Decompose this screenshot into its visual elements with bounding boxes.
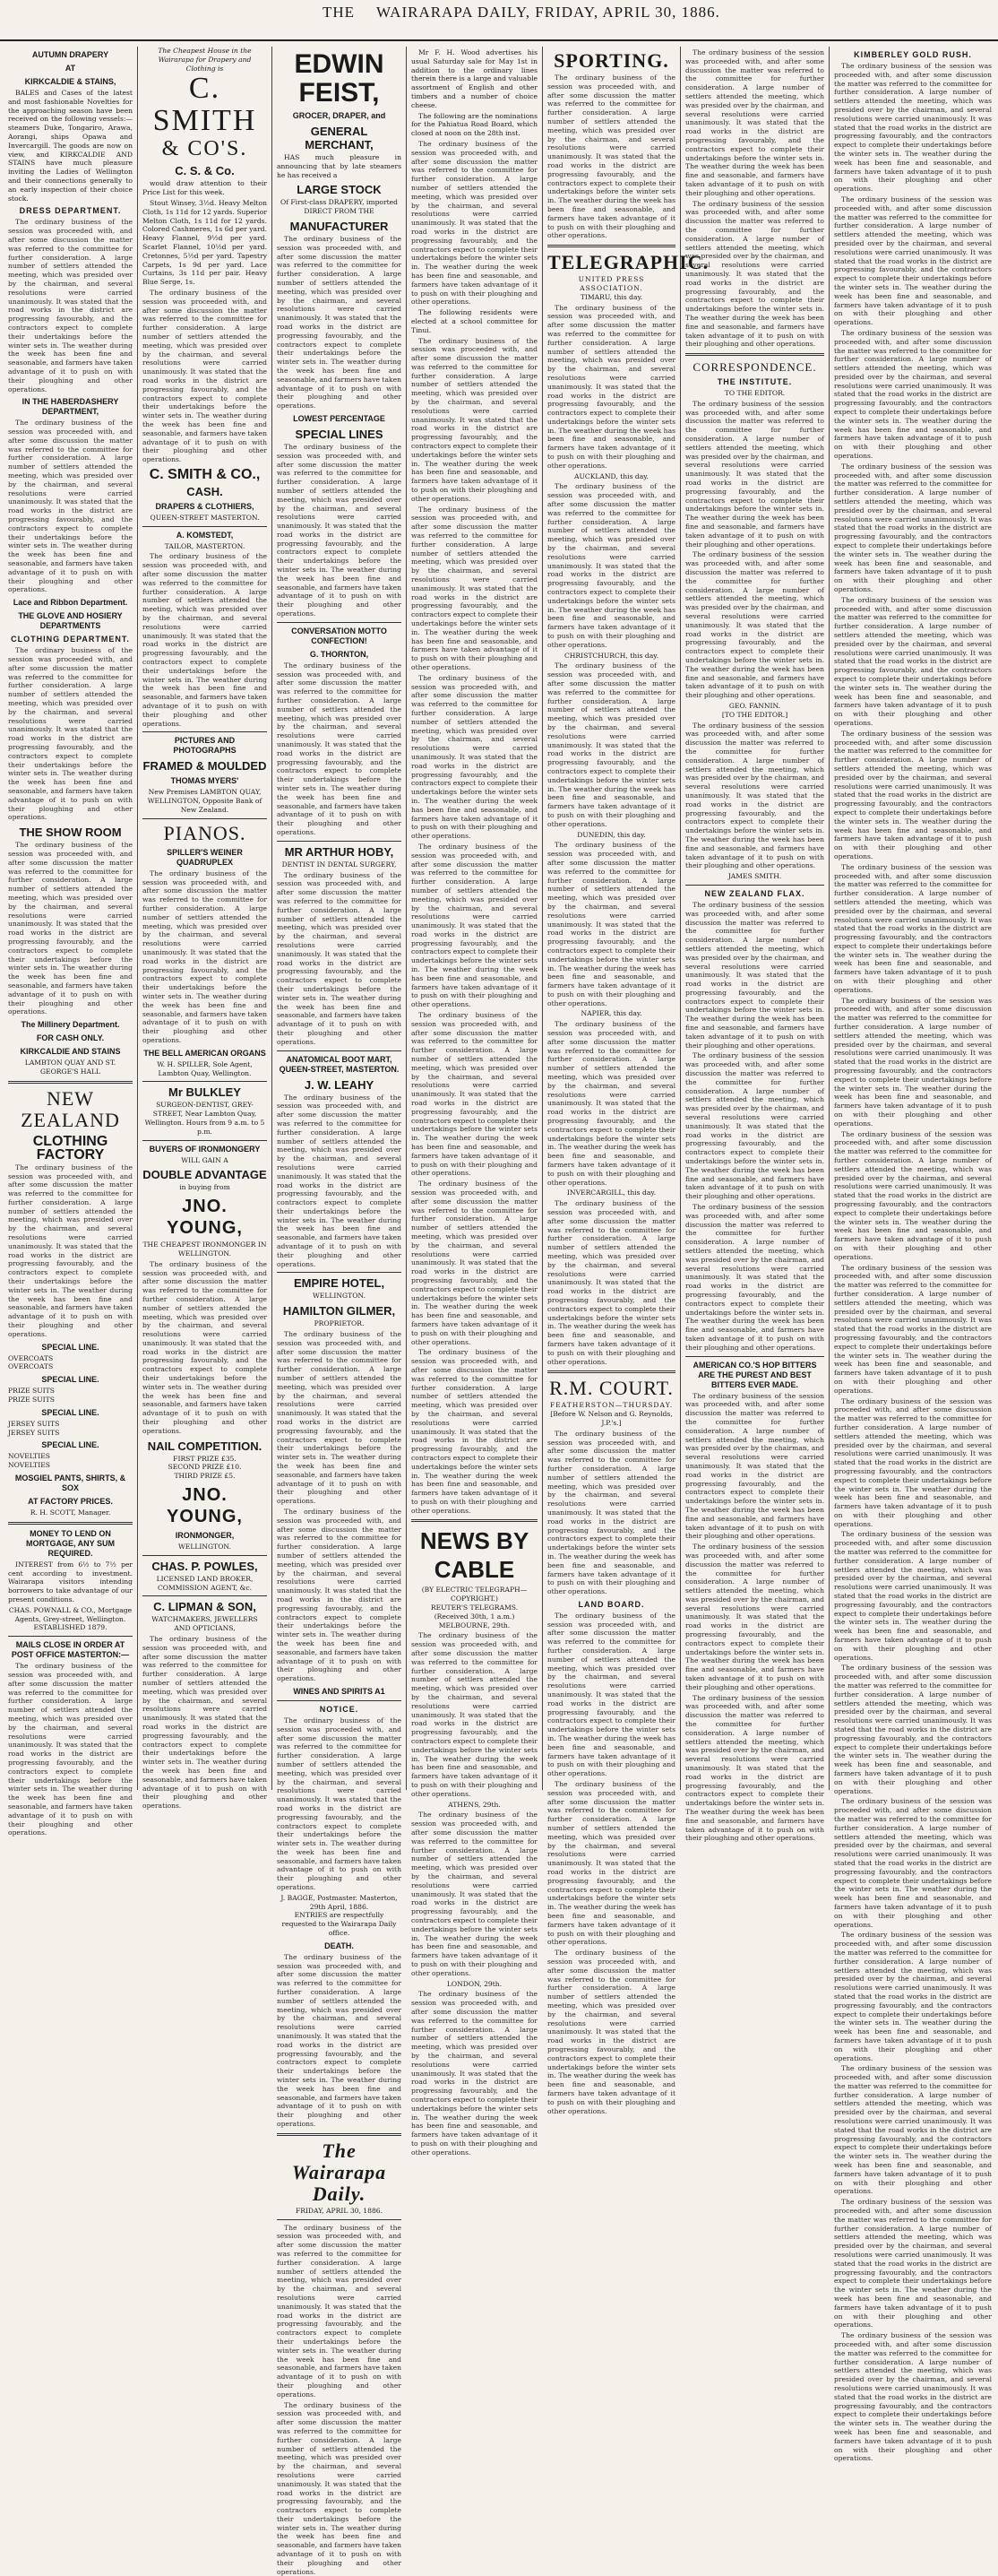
- special-lines: SPECIAL LINES: [295, 427, 383, 441]
- jersey-suits-label-2: JERSEY SUITS: [8, 1428, 60, 1437]
- cable-text-2: The ordinary business of the session was proceeded with, and after some discussion the matter was referred to the committee for further consideration. A large number of settlers attended the meeting, which was presided over by the chairman, and several resolutions were carried unanimously. It was stated that the road works in the district are progressing favourably, and the contractors expect to complete their undertakings before the winter sets in. The weather during the week has been fine and seasonable, and farmers have taken advantage of it to push on with their ploughing and other operations.: [411, 1811, 538, 1977]
- first-prize: FIRST PRIZE £35.: [173, 1454, 237, 1463]
- kimberley-text-3: The ordinary business of the session was proceeded with, and after some discussion the matter was referred to the committee for further consideration. A large number of settlers attended the meeting, which was presided over by the chairman, and several resolutions were carried unanimously. It was stated that the road works in the district are progressing favourably, and the contractors expect to complete their undertakings before the winter sets in. The weather during the week has been fine and seasonable, and farmers have taken advantage of it to push on with their ploughing and other operations.: [834, 328, 992, 461]
- pahiatua-nominations: The following are the nominations for the Pahiatua Road Board, which closed at noon on the 28th inst.: [411, 111, 538, 138]
- invercargill-text: The ordinary business of the session was proceeded with, and after some discussion the matter was referred to the committee for further consideration. A large number of settlers attended the meeting, which was presided over by the chairman, and several resolutions were carried unanimously. It was stated that the road works in the district are progressing favourably, and the contractors expect to complete their undertakings before the winter sets in. The weather during the week has been fine and seasonable, and farmers have taken advantage of it to push on with their ploughing and other operations.: [547, 1199, 675, 1366]
- prize-suits-label-2: PRIZE SUITS: [8, 1396, 55, 1405]
- overcoats-label: OVERCOATS: [8, 1353, 54, 1362]
- to-the-editor-2: [TO THE EDITOR.]: [721, 710, 788, 719]
- prize-suits-label: PRIZE SUITS: [8, 1387, 55, 1396]
- notice-text: The ordinary business of the session was proceeded with, and after some discussion the matter was referred to the committee for further consideration. A large number of settlers attended the meeting, which was presided over by the chairman, and several resolutions were carried unanimously. It was stated that the road works in the district are progressing favourably, and the contractors expect to complete their undertakings before the winter sets in. The weather during the week has been fine and seasonable, and farmers have taken advantage of it to push on with their ploughing and other operations.: [277, 1716, 401, 1892]
- col4-text-4: The ordinary business of the session was proceeded with, and after some discussion the matter was referred to the committee for further consideration. A large number of settlers attended the meeting, which was presided over by the chairman, and several resolutions were carried unanimously. It was stated that the road works in the district are progressing favourably, and the contractors expect to complete their undertakings before the winter sets in. The weather during the week has been fine and seasonable, and farmers have taken advantage of it to push on with their ploughing and other operations.: [411, 673, 538, 841]
- reuter-line: REUTER'S TELEGRAMS.: [430, 1604, 519, 1612]
- napier-dateline: NAPIER, this day.: [581, 1009, 642, 1018]
- timaru-dateline: TIMARU, this day.: [580, 292, 643, 301]
- column-2: [138, 47, 272, 1811]
- kimberley-text-14: The ordinary business of the session was proceeded with, and after some discussion the matter was referred to the committee for further consideration. A large number of settlers attended the meeting, which was presided over by the chairman, and several resolutions were carried unanimously. It was stated that the road works in the district are progressing favourably, and the contractors expect to complete their undertakings before the winter sets in. The weather during the week has been fine and seasonable, and farmers have taken advantage of it to push on with their ploughing and other operations.: [834, 1797, 992, 1929]
- column-7: [830, 47, 996, 2463]
- nz-heading: NEW ZEALAND: [21, 1086, 120, 1131]
- col4-text-8: The ordinary business of the session was proceeded with, and after some discussion the matter was referred to the committee for further consideration. A large number of settlers attended the meeting, which was presided over by the chairman, and several resolutions were carried unanimously. It was stated that the road works in the district are progressing favourably, and the contractors expect to complete their undertakings before the winter sets in. The weather during the week has been fine and seasonable, and farmers have taken advantage of it to push on with their ploughing and other operations.: [411, 1348, 538, 1515]
- pictures-heading: PICTURES AND PHOTOGRAPHS: [173, 736, 237, 756]
- flax-text-2: The ordinary business of the session was proceeded with, and after some discussion the matter was referred to the committee for further consideration. A large number of settlers attended the meeting, which was presided over by the chairman, and several resolutions were carried unanimously. It was stated that the road works in the district are progressing favourably, and the contractors expect to complete their undertakings before the winter sets in. The weather during the week has been fine and seasonable, and farmers have taken advantage of it to push on with their ploughing and other operations.: [685, 1051, 824, 1201]
- cs-co: C. S. & Co.: [175, 164, 235, 178]
- clothing-text: The ordinary business of the session was proceeded with, and after some discussion the matter was referred to the committee for further consideration. A large number of settlers attended the meeting, which was presided over by the chairman, and several resolutions were carried unanimously. It was stated that the road works in the district are progressing favourably, and the contractors expect to complete their undertakings before the winter sets in. The weather during the week has been fine and seasonable, and farmers have taken advantage of it to push on with their ploughing and other operations.: [8, 646, 133, 822]
- auckland-text: The ordinary business of the session was proceeded with, and after some discussion the matter was referred to the committee for further consideration. A large number of settlers attended the meeting, which was presided over by the chairman, and several resolutions were carried unanimously. It was stated that the road works in the district are progressing favourably, and the contractors expect to complete their undertakings before the winter sets in. The weather during the week has been fine and seasonable, and farmers have taken advantage of it to push on with their ploughing and other operations.: [547, 482, 675, 649]
- masthead: [0, 0, 998, 41]
- dress-dept-text: The ordinary business of the session was proceeded with, and after some discussion the matter was referred to the committee for further consideration. A large number of settlers attended the meeting, which was presided over by the chairman, and several resolutions were carried unanimously. It was stated that the road works in the district are progressing favourably, and the contractors expect to complete their undertakings before the winter sets in. The weather during the week has been fine and seasonable, and farmers have taken advantage of it to push on with their ploughing and other operations.: [8, 218, 133, 393]
- jersey-suits-label: JERSEY SUITS: [8, 1419, 60, 1428]
- nz-factory-text: The ordinary business of the session was proceeded with, and after some discussion the matter was referred to the committee for further consideration. A large number of settlers attended the meeting, which was presided over by the chairman, and several resolutions were carried unanimously. It was stated that the road works in the district are progressing favourably, and the contractors expect to complete their undertakings before the winter sets in. The weather during the week has been fine and seasonable, and farmers have taken advantage of it to push on with their ploughing and other operations.: [8, 1163, 133, 1338]
- thornton-heading: G. THORNTON,: [309, 649, 369, 659]
- cs-body: would draw attention to their Price List for this week.: [142, 179, 267, 197]
- wines-spirits: WINES AND SPIRITS A1: [293, 1686, 385, 1696]
- special-line-1: SPECIAL LINE.: [41, 1342, 99, 1352]
- showroom-heading: THE SHOW ROOM: [19, 826, 122, 840]
- col4-text-5: The ordinary business of the session was proceeded with, and after some discussion the matter was referred to the committee for further consideration. A large number of settlers attended the meeting, which was presided over by the chairman, and several resolutions were carried unanimously. It was stated that the road works in the district are progressing favourably, and the contractors expect to complete their undertakings before the winter sets in. The weather during the week has been fine and seasonable, and farmers have taken advantage of it to push on with their ploughing and other operations.: [411, 842, 538, 1009]
- smith-signoff: JAMES SMITH.: [727, 872, 782, 881]
- issue-date: FRIDAY, APRIL 30, 1886.: [295, 2206, 383, 2215]
- jno-young-2: JNO. YOUNG,: [167, 1485, 243, 1527]
- lace-heading: Lace and Ribbon Department.: [13, 598, 128, 608]
- court-text: The ordinary business of the session was proceeded with, and after some discussion the matter was referred to the committee for further consideration. A large number of settlers attended the meeting, which was presided over by the chairman, and several resolutions were carried unanimously. It was stated that the road works in the district are progressing favourably, and the contractors expect to complete their undertakings before the winter sets in. The weather during the week has been fine and seasonable, and farmers have taken advantage of it to push on with their ploughing and other operations.: [547, 1429, 675, 1596]
- london-dateline: LONDON, 29th.: [446, 1979, 503, 1988]
- double-advantage: DOUBLE ADVANTAGE: [142, 1168, 267, 1182]
- death-text: The ordinary business of the session was proceeded with, and after some discussion the matter was referred to the committee for further consideration. A large number of settlers attended the meeting, which was presided over by the chairman, and several resolutions were carried unanimously. It was stated that the road works in the district are progressing favourably, and the contractors expect to complete their undertakings before the winter sets in. The weather during the week has been fine and seasonable, and farmers have taken advantage of it to push on with their ploughing and other operations.: [277, 1952, 401, 2128]
- kimberley-text-5: The ordinary business of the session was proceeded with, and after some discussion the matter was referred to the committee for further consideration. A large number of settlers attended the meeting, which was presided over by the chairman, and several resolutions were carried unanimously. It was stated that the road works in the district are progressing favourably, and the contractors expect to complete their undertakings before the winter sets in. The weather during the week has been fine and seasonable, and farmers have taken advantage of it to push on with their ploughing and other operations.: [834, 595, 992, 727]
- wairarapa-daily-logo: The Wairarapa Daily.: [291, 2139, 387, 2205]
- kimberley-text-11: The ordinary business of the session was proceeded with, and after some discussion the matter was referred to the committee for further consideration. A large number of settlers attended the meeting, which was presided over by the chairman, and several resolutions were carried unanimously. It was stated that the road works in the district are progressing favourably, and the contractors expect to complete their undertakings before the winter sets in. The weather during the week has been fine and seasonable, and farmers have taken advantage of it to push on with their ploughing and other operations.: [834, 1396, 992, 1528]
- hop-bitters-heading: AMERICAN CO.'S HOP BITTERS ARE THE PUREST AND BEST BITTERS EVER MADE.: [693, 1360, 817, 1389]
- proprietor-label: PROPRIETOR.: [314, 1319, 365, 1328]
- cash-only: FOR CASH ONLY.: [36, 1033, 105, 1043]
- hamilton-heading: HAMILTON GILMER,: [282, 1304, 396, 1318]
- bagge-signoff: J. BAGGE, Postmaster. Masterton, 29th April, 1886.: [280, 1893, 398, 1911]
- factory-prices: AT FACTORY PRICES.: [28, 1497, 113, 1507]
- featherston-line: FEATHERSTON—THURSDAY.: [549, 1401, 674, 1410]
- boot-mart-heading: ANATOMICAL BOOT MART, QUEEN-STREET, MASTERTON.: [279, 1054, 400, 1074]
- special-line-4: SPECIAL LINE.: [41, 1440, 99, 1450]
- col4-text-7: The ordinary business of the session was proceeded with, and after some discussion the matter was referred to the committee for further consideration. A large number of settlers attended the meeting, which was presided over by the chairman, and several resolutions were carried unanimously. It was stated that the road works in the district are progressing favourably, and the contractors expect to complete their undertakings before the winter sets in. The weather during the week has been fine and seasonable, and farmers have taken advantage of it to push on with their ploughing and other operations.: [411, 1180, 538, 1346]
- third-prize: THIRD PRIZE £5.: [174, 1472, 236, 1481]
- will-gain: WILL GAIN A: [181, 1155, 228, 1164]
- myers-heading: THOMAS MYERS': [170, 776, 239, 786]
- feist-text: The ordinary business of the session was proceeded with, and after some discussion the matter was referred to the committee for further consideration. A large number of settlers attended the meeting, which was presided over by the chairman, and several resolutions were carried unanimously. It was stated that the road works in the district are progressing favourably, and the contractors expect to complete their undertakings before the winter sets in. The weather during the week has been fine and seasonable, and farmers have taken advantage of it to push on with their ploughing and other operations.: [277, 234, 401, 411]
- editorial-text-2: The ordinary business of the session was proceeded with, and after some discussion the matter was referred to the committee for further consideration. A large number of settlers attended the meeting, which was presided over by the chairman, and several resolutions were carried unanimously. It was stated that the road works in the district are progressing favourably, and the contractors expect to complete their undertakings before the winter sets in. The weather during the week has been fine and seasonable, and farmers have taken advantage of it to push on with their ploughing and other operations.: [277, 2400, 401, 2576]
- direct-from: DIRECT FROM THE: [304, 207, 374, 216]
- empire-text: The ordinary business of the session was proceeded with, and after some discussion the matter was referred to the committee for further consideration. A large number of settlers attended the meeting, which was presided over by the chairman, and several resolutions were carried unanimously. It was stated that the road works in the district are progressing favourably, and the contractors expect to complete their undertakings before the winter sets in. The weather during the week has been fine and seasonable, and farmers have taken advantage of it to push on with their ploughing and other operations.: [277, 1330, 401, 1506]
- empire-heading: EMPIRE HOTEL,: [293, 1276, 385, 1291]
- haberdashery-text: The ordinary business of the session was proceeded with, and after some discussion the matter was referred to the committee for further consideration. A large number of settlers attended the meeting, which was presided over by the chairman, and several resolutions were carried unanimously. It was stated that the road works in the district are progressing favourably, and the contractors expect to complete their undertakings before the winter sets in. The weather during the week has been fine and seasonable, and farmers have taken advantage of it to push on with their ploughing and other operations.: [8, 419, 133, 594]
- flax-text: The ordinary business of the session was proceeded with, and after some discussion the matter was referred to the committee for further consideration. A large number of settlers attended the meeting, which was presided over by the chairman, and several resolutions were carried unanimously. It was stated that the road works in the district are progressing favourably, and the contractors expect to complete their undertakings before the winter sets in. The weather during the week has been fine and seasonable, and farmers have taken advantage of it to push on with their ploughing and other operations.: [685, 900, 824, 1050]
- myers-premises: New Premises LAMBTON QUAY, WELLINGTON, Opposite Bank of New Zealand.: [147, 788, 262, 815]
- komstedt-text: The ordinary business of the session was proceeded with, and after some discussion the matter was referred to the committee for further consideration. A large number of settlers attended the meeting, which was presided over by the chairman, and several resolutions were carried unanimously. It was stated that the road works in the district are progressing favourably, and the contractors expect to complete their undertakings before the winter sets in. The weather during the week has been fine and seasonable, and farmers have taken advantage of it to push on with their ploughing and other operations.: [142, 552, 267, 728]
- merchant-line: GENERAL MERCHANT,: [305, 125, 374, 151]
- special-lines-text: The ordinary business of the session was proceeded with, and after some discussion the matter was referred to the committee for further consideration. A large number of settlers attended the meeting, which was presided over by the chairman, and several resolutions were carried unanimously. It was stated that the road works in the district are progressing favourably, and the contractors expect to complete their undertakings before the winter sets in. The weather during the week has been fine and seasonable, and farmers have taken advantage of it to push on with their ploughing and other operations.: [277, 442, 401, 618]
- tinui-school: The following residents were elected at a school committee for Tinui.: [411, 308, 538, 334]
- bell-organs: THE BELL AMERICAN ORGANS: [143, 1048, 266, 1058]
- fannin-signoff: GEO. FANNIN.: [728, 701, 781, 710]
- c-smith-co: & CO'S.: [161, 137, 248, 161]
- ironmonger-label: IRONMONGER,: [175, 1531, 235, 1541]
- queen-street: QUEEN-STREET MASTERTON.: [150, 513, 260, 522]
- money-body: INTEREST from 6½ to 7½ per cent according to investment. Wairarapa visitors intending borrowers to take advantage of our present conditions.: [8, 1560, 133, 1604]
- kimberley-text-4: The ordinary business of the session was proceeded with, and after some discussion the matter was referred to the committee for further consideration. A large number of settlers attended the meeting, which was presided over by the chairman, and several resolutions were carried unanimously. It was stated that the road works in the district are progressing favourably, and the contractors expect to complete their undertakings before the winter sets in. The weather during the week has been fine and seasonable, and farmers have taken advantage of it to push on with their ploughing and other operations.: [834, 462, 992, 594]
- lipman-sub: WATCHMAKERS, JEWELLERS AND OPTICIANS,: [151, 1615, 258, 1633]
- telegraphic-heading: TELEGRAPHIC.: [547, 251, 710, 274]
- dentist-line: DENTIST IN DENTAL SURGERY,: [281, 860, 397, 869]
- framed-heading: FRAMED & MOULDED: [142, 759, 267, 774]
- jno-young-1: JNO. YOUNG,: [167, 1197, 243, 1239]
- bulkley-heading: Mr BULKLEY: [168, 1085, 241, 1100]
- institute-heading: THE INSTITUTE.: [717, 377, 793, 387]
- price-list-more: The ordinary business of the session was proceeded with, and after some discussion the matter was referred to the committee for further consideration. A large number of settlers attended the meeting, which was presided over by the chairman, and several resolutions were carried unanimously. It was stated that the road works in the district are progressing favourably, and the contractors expect to complete their undertakings before the winter sets in. The weather during the week has been fine and seasonable, and farmers have taken advantage of it to push on with their ploughing and other operations.: [142, 288, 267, 464]
- smith-letter: The ordinary business of the session was proceeded with, and after some discussion the matter was referred to the committee for further consideration. A large number of settlers attended the meeting, which was presided over by the chairman, and several resolutions were carried unanimously. It was stated that the road works in the district are progressing favourably, and the contractors expect to complete their undertakings before the winter sets in. The weather during the week has been fine and seasonable, and farmers have taken advantage of it to push on with their ploughing and other operations.: [685, 721, 824, 870]
- komstedt-heading: A. KOMSTEDT,: [176, 530, 234, 540]
- land-board-text: The ordinary business of the session was proceeded with, and after some discussion the matter was referred to the committee for further consideration. A large number of settlers attended the meeting, which was presided over by the chairman, and several resolutions were carried unanimously. It was stated that the road works in the district are progressing favourably, and the contractors expect to complete their undertakings before the winter sets in. The weather during the week has been fine and seasonable, and farmers have taken advantage of it to push on with their ploughing and other operations.: [547, 1611, 675, 1778]
- melbourne-dateline: MELBOURNE, 29th.: [438, 1621, 511, 1629]
- first-class: Of First-class DRAPERY, imported: [280, 198, 399, 207]
- cheapest-ironmonger: THE CHEAPEST IRONMONGER IN WELLINGTON.: [142, 1240, 267, 1258]
- masthead-the: THE: [323, 4, 356, 21]
- manufacturer: MANUFACTURER: [289, 219, 389, 233]
- entries-line: ENTRIES are respectfully requested to the Wairarapa Daily office.: [281, 1911, 397, 1938]
- cable-text-3: The ordinary business of the session was proceeded with, and after some discussion the matter was referred to the committee for further consideration. A large number of settlers attended the meeting, which was presided over by the chairman, and several resolutions were carried unanimously. It was stated that the road works in the district are progressing favourably, and the contractors expect to complete their undertakings before the winter sets in. The weather during the week has been fine and seasonable, and farmers have taken advantage of it to push on with their ploughing and other operations.: [411, 1990, 538, 2157]
- grocer-line: GROCER, DRAPER, and: [292, 111, 386, 120]
- before-justices: [Before W. Nelson and G. Reynolds, J.P.'s.]: [550, 1410, 673, 1427]
- masthead-title: WAIRARAPA DAILY, FRIDAY, APRIL 30, 1886.: [376, 4, 720, 21]
- column-5: [543, 47, 710, 2115]
- kimberley-text-15: The ordinary business of the session was proceeded with, and after some discussion the matter was referred to the committee for further consideration. A large number of settlers attended the meeting, which was presided over by the chairman, and several resolutions were carried unanimously. It was stated that the road works in the district are progressing favourably, and the contractors expect to complete their undertakings before the winter sets in. The weather during the week has been fine and seasonable, and farmers have taken advantage of it to push on with their ploughing and other operations.: [834, 1931, 992, 2062]
- land-board-text-2: The ordinary business of the session was proceeded with, and after some discussion the matter was referred to the committee for further consideration. A large number of settlers attended the meeting, which was presided over by the chairman, and several resolutions were carried unanimously. It was stated that the road works in the district are progressing favourably, and the contractors expect to complete their undertakings before the winter sets in. The weather during the week has been fine and seasonable, and farmers have taken advantage of it to push on with their ploughing and other operations.: [547, 1780, 675, 1947]
- lipman-heading: C. LIPMAN & SON,: [153, 1600, 256, 1614]
- hoby-heading: MR ARTHUR HOBY,: [284, 844, 394, 859]
- smith-tagline: The Cheapest House in the Wairarapa for Drapery and Clothing is: [158, 47, 252, 73]
- kimberley-text-13: The ordinary business of the session was proceeded with, and after some discussion the matter was referred to the committee for further consideration. A large number of settlers attended the meeting, which was presided over by the chairman, and several resolutions were carried unanimously. It was stated that the road works in the district are progressing favourably, and the contractors expect to complete their undertakings before the winter sets in. The weather during the week has been fine and seasonable, and farmers have taken advantage of it to push on with their ploughing and other operations.: [834, 1664, 992, 1795]
- money-heading: MONEY TO LEND ON MORTGAGE, ANY SUM REQUIRED.: [25, 1528, 115, 1558]
- athens-dateline: ATHENS, 29th.: [448, 1800, 501, 1809]
- institute-letter: The ordinary business of the session was proceeded with, and after some discussion the matter was referred to the committee for further consideration. A large number of settlers attended the meeting, which was presided over by the chairman, and several resolutions were carried unanimously. It was stated that the road works in the district are progressing favourably, and the contractors expect to complete their undertakings before the winter sets in. The weather during the week has been fine and seasonable, and farmers have taken advantage of it to push on with their ploughing and other operations.: [685, 399, 824, 549]
- kimberley-text-12: The ordinary business of the session was proceeded with, and after some discussion the matter was referred to the committee for further consideration. A large number of settlers attended the meeting, which was presided over by the chairman, and several resolutions were carried unanimously. It was stated that the road works in the district are progressing favourably, and the contractors expect to complete their undertakings before the winter sets in. The weather during the week has been fine and seasonable, and farmers have taken advantage of it to push on with their ploughing and other operations.: [834, 1530, 992, 1662]
- editorial-text: The ordinary business of the session was proceeded with, and after some discussion the matter was referred to the committee for further consideration. A large number of settlers attended the meeting, which was presided over by the chairman, and several resolutions were carried unanimously. It was stated that the road works in the district are progressing favourably, and the contractors expect to complete their undertakings before the winter sets in. The weather during the week has been fine and seasonable, and farmers have taken advantage of it to push on with their ploughing and other operations.: [277, 2223, 401, 2399]
- wellington-label: WELLINGTON.: [177, 1543, 231, 1552]
- hoby-text: The ordinary business of the session was proceeded with, and after some discussion the matter was referred to the committee for further consideration. A large number of settlers attended the meeting, which was presided over by the chairman, and several resolutions were carried unanimously. It was stated that the road works in the district are progressing favourably, and the contractors expect to complete their undertakings before the winter sets in. The weather during the week has been fine and seasonable, and farmers have taken advantage of it to push on with their ploughing and other operations.: [277, 870, 401, 1046]
- novelties-label-2: NOVELTIES: [8, 1461, 50, 1470]
- kimberley-text-8: The ordinary business of the session was proceeded with, and after some discussion the matter was referred to the committee for further consideration. A large number of settlers attended the meeting, which was presided over by the chairman, and several resolutions were carried unanimously. It was stated that the road works in the district are progressing favourably, and the contractors expect to complete their undertakings before the winter sets in. The weather during the week has been fine and seasonable, and farmers have taken advantage of it to push on with their ploughing and other operations.: [834, 996, 992, 1128]
- mosgiel-heading: MOSGIEL PANTS, SHIRTS, & SOX: [14, 1474, 126, 1493]
- special-line-2: SPECIAL LINE.: [41, 1375, 99, 1385]
- kimberley-text-2: The ordinary business of the session was proceeded with, and after some discussion the matter was referred to the committee for further consideration. A large number of settlers attended the meeting, which was presided over by the chairman, and several resolutions were carried unanimously. It was stated that the road works in the district are progressing favourably, and the contractors expect to complete their undertakings before the winter sets in. The weather during the week has been fine and seasonable, and farmers have taken advantage of it to push on with their ploughing and other operations.: [834, 194, 992, 327]
- mails-text: The ordinary business of the session was proceeded with, and after some discussion the matter was referred to the committee for further consideration. A large number of settlers attended the meeting, which was presided over by the chairman, and several resolutions were carried unanimously. It was stated that the road works in the district are progressing favourably, and the contractors expect to complete their undertakings before the winter sets in. The weather during the week has been fine and seasonable, and farmers have taken advantage of it to push on with their ploughing and other operations.: [8, 1662, 133, 1837]
- komstedt-tailor: TAILOR, MASTERTON.: [164, 541, 245, 550]
- clothing-heading: CLOTHING DEPARTMENT.: [11, 635, 130, 644]
- kimberley-text-10: The ordinary business of the session was proceeded with, and after some discussion the matter was referred to the committee for further consideration. A large number of settlers attended the meeting, which was presided over by the chairman, and several resolutions were carried unanimously. It was stated that the road works in the district are progressing favourably, and the contractors expect to complete their undertakings before the winter sets in. The weather during the week has been fine and seasonable, and farmers have taken advantage of it to push on with their ploughing and other operations.: [834, 1263, 992, 1395]
- showroom-text: The ordinary business of the session was proceeded with, and after some discussion the matter was referred to the committee for further consideration. A large number of settlers attended the meeting, which was presided over by the chairman, and several resolutions were carried unanimously. It was stated that the road works in the district are progressing favourably, and the contractors expect to complete their undertakings before the winter sets in. The weather during the week has been fine and seasonable, and farmers have taken advantage of it to push on with their ploughing and other operations.: [8, 841, 133, 1016]
- col4-text-2: The ordinary business of the session was proceeded with, and after some discussion the matter was referred to the committee for further consideration. A large number of settlers attended the meeting, which was presided over by the chairman, and several resolutions were carried unanimously. It was stated that the road works in the district are progressing favourably, and the contractors expect to complete their undertakings before the winter sets in. The weather during the week has been fine and seasonable, and farmers have taken advantage of it to push on with their ploughing and other operations.: [411, 336, 538, 503]
- column-3: [272, 47, 407, 2576]
- c-smith-co-2: C. SMITH & CO.,: [149, 466, 261, 482]
- institute-letter-2: The ordinary business of the session was proceeded with, and after some discussion the matter was referred to the committee for further consideration. A large number of settlers attended the meeting, which was presided over by the chairman, and several resolutions were carried unanimously. It was stated that the road works in the district are progressing favourably, and the contractors expect to complete their undertakings before the winter sets in. The weather during the week has been fine and seasonable, and farmers have taken advantage of it to push on with their ploughing and other operations.: [685, 550, 824, 700]
- hop-bitters-text: The ordinary business of the session was proceeded with, and after some discussion the matter was referred to the committee for further consideration. A large number of settlers attended the meeting, which was presided over by the chairman, and several resolutions were carried unanimously. It was stated that the road works in the district are progressing favourably, and the contractors expect to complete their undertakings before the winter sets in. The weather during the week has been fine and seasonable, and farmers have taken advantage of it to push on with their ploughing and other operations.: [685, 1391, 824, 1541]
- christchurch-text: The ordinary business of the session was proceeded with, and after some discussion the matter was referred to the committee for further consideration. A large number of settlers attended the meeting, which was presided over by the chairman, and several resolutions were carried unanimously. It was stated that the road works in the district are progressing favourably, and the contractors expect to complete their undertakings before the winter sets in. The weather during the week has been fine and seasonable, and farmers have taken advantage of it to push on with their ploughing and other operations.: [547, 661, 675, 828]
- col4-text-6: The ordinary business of the session was proceeded with, and after some discussion the matter was referred to the committee for further consideration. A large number of settlers attended the meeting, which was presided over by the chairman, and several resolutions were carried unanimously. It was stated that the road works in the district are progressing favourably, and the contractors expect to complete their undertakings before the winter sets in. The weather during the week has been fine and seasonable, and farmers have taken advantage of it to push on with their ploughing and other operations.: [411, 1011, 538, 1178]
- invercargill-dateline: INVERCARGILL, this day.: [566, 1189, 657, 1197]
- autumn-at: AT: [65, 64, 76, 73]
- thornton-text: The ordinary business of the session was proceeded with, and after some discussion the matter was referred to the committee for further consideration. A large number of settlers attended the meeting, which was presided over by the chairman, and several resolutions were carried unanimously. It was stated that the road works in the district are progressing favourably, and the contractors expect to complete their undertakings before the winter sets in. The weather during the week has been fine and seasonable, and farmers have taken advantage of it to push on with their ploughing and other operations.: [277, 661, 401, 836]
- powles-heading: CHAS. P. POWLES,: [151, 1559, 258, 1573]
- kirkcaldie-intro: BALES and Cases of the latest and most fashionable Novelties for the approaching season have been received on the following vessels:—steamers Duke, Tongariro, Arawa, Aorangi, ships Opawa and Invercargill. The goods are now on view, and KIRKCALDIE AND STAINS have much pleasure inviting the Ladies of Wellington and their connections generally to an early inspection of their choice stock.: [8, 89, 133, 203]
- overcoats-label-2: OVERCOATS: [8, 1362, 54, 1371]
- leahy-heading: J. W. LEAHY: [304, 1077, 374, 1092]
- kimberley-text-1: The ordinary business of the session was proceeded with, and after some discussion the matter was referred to the committee for further consideration. A large number of settlers attended the meeting, which was presided over by the chairman, and several resolutions were carried unanimously. It was stated that the road works in the district are progressing favourably, and the contractors expect to complete their undertakings before the winter sets in. The weather during the week has been fine and seasonable, and farmers have taken advantage of it to push on with their ploughing and other operations.: [834, 62, 992, 194]
- col6-text-1: The ordinary business of the session was proceeded with, and after some discussion the matter was referred to the committee for further consideration. A large number of settlers attended the meeting, which was presided over by the chairman, and several resolutions were carried unanimously. It was stated that the road works in the district are progressing favourably, and the contractors expect to complete their undertakings before the winter sets in. The weather during the week has been fine and seasonable, and farmers have taken advantage of it to push on with their ploughing and other operations.: [685, 48, 824, 197]
- hop-bitters-text-3: The ordinary business of the session was proceeded with, and after some discussion the matter was referred to the committee for further consideration. A large number of settlers attended the meeting, which was presided over by the chairman, and several resolutions were carried unanimously. It was stated that the road works in the district are progressing favourably, and the contractors expect to complete their undertakings before the winter sets in. The weather during the week has been fine and seasonable, and farmers have taken advantage of it to push on with their ploughing and other operations.: [685, 1693, 824, 1843]
- land-board-heading: LAND BOARD.: [578, 1599, 645, 1609]
- kimberley-text-6: The ordinary business of the session was proceeded with, and after some discussion the matter was referred to the committee for further consideration. A large number of settlers attended the meeting, which was presided over by the chairman, and several resolutions were carried unanimously. It was stated that the road works in the district are progressing favourably, and the contractors expect to complete their undertakings before the winter sets in. The weather during the week has been fine and seasonable, and farmers have taken advantage of it to push on with their ploughing and other operations.: [834, 729, 992, 860]
- factory-manager: R. H. SCOTT, Manager.: [30, 1508, 111, 1517]
- death-heading: DEATH.: [324, 1941, 354, 1950]
- kimberley-heading: KIMBERLEY GOLD RUSH.: [854, 50, 972, 59]
- haberdashery-heading: IN THE HABERDASHERY DEPARTMENT,: [22, 397, 119, 417]
- kirkcaldie-heading: KIRKCALDIE & STAINS,: [24, 77, 116, 86]
- napier-text: The ordinary business of the session was proceeded with, and after some discussion the matter was referred to the committee for further consideration. A large number of settlers attended the meeting, which was presided over by the chairman, and several resolutions were carried unanimously. It was stated that the road works in the district are progressing favourably, and the contractors expect to complete their undertakings before the winter sets in. The weather during the week has been fine and seasonable, and farmers have taken advantage of it to push on with their ploughing and other operations.: [547, 1020, 675, 1187]
- nz-factory-heading: CLOTHING FACTORY: [32, 1133, 108, 1163]
- lipman-text: The ordinary business of the session was proceeded with, and after some discussion the matter was referred to the committee for further consideration. A large number of settlers attended the meeting, which was presided over by the chairman, and several resolutions were carried unanimously. It was stated that the road works in the district are progressing favourably, and the contractors expect to complete their undertakings before the winter sets in. The weather during the week has been fine and seasonable, and farmers have taken advantage of it to push on with their ploughing and other operations.: [142, 1635, 267, 1811]
- kimberley-text-18: The ordinary business of the session was proceeded with, and after some discussion the matter was referred to the committee for further consideration. A large number of settlers attended the meeting, which was presided over by the chairman, and several resolutions were carried unanimously. It was stated that the road works in the district are progressing favourably, and the contractors expect to complete their undertakings before the winter sets in. The weather during the week has been fine and seasonable, and farmers have taken advantage of it to push on with their ploughing and other operations.: [834, 2331, 992, 2463]
- large-stock: LARGE STOCK: [297, 183, 382, 197]
- correspondence-heading: CORRESPONDENCE.: [693, 360, 817, 375]
- millinery-heading: The Millinery Department.: [21, 1020, 120, 1030]
- drapers-heading: DRAPERS & CLOTHIERS,: [155, 501, 254, 511]
- kimberley-text-9: The ordinary business of the session was proceeded with, and after some discussion the matter was referred to the committee for further consideration. A large number of settlers attended the meeting, which was presided over by the chairman, and several resolutions were carried unanimously. It was stated that the road works in the district are progressing favourably, and the contractors expect to complete their undertakings before the winter sets in. The weather during the week has been fine and seasonable, and farmers have taken advantage of it to push on with their ploughing and other operations.: [834, 1129, 992, 1261]
- rm-court-heading: R.M. COURT.: [549, 1377, 674, 1400]
- glove-heading: THE GLOVE AND HOSIERY DEPARTMENTS: [18, 611, 123, 631]
- hop-bitters-text-2: The ordinary business of the session was proceeded with, and after some discussion the matter was referred to the committee for further consideration. A large number of settlers attended the meeting, which was presided over by the chairman, and several resolutions were carried unanimously. It was stated that the road works in the district are progressing favourably, and the contractors expect to complete their undertakings before the winter sets in. The weather during the week has been fine and seasonable, and farmers have taken advantage of it to push on with their ploughing and other operations.: [685, 1543, 824, 1691]
- auckland-dateline: AUCKLAND, this day.: [574, 471, 649, 480]
- lowest-percentage: LOWEST PERCENTAGE: [293, 413, 385, 423]
- news-by-cable: NEWS BY CABLE: [419, 1527, 529, 1584]
- col4-text-3: The ordinary business of the session was proceeded with, and after some discussion the matter was referred to the committee for further consideration. A large number of settlers attended the meeting, which was presided over by the chairman, and several resolutions were carried unanimously. It was stated that the road works in the district are progressing favourably, and the contractors expect to complete their undertakings before the winter sets in. The weather during the week has been fine and seasonable, and farmers have taken advantage of it to push on with their ploughing and other operations.: [411, 505, 538, 671]
- dunedin-dateline: DUNEDIN, this day.: [577, 830, 646, 839]
- price-list: Stout Winsey, 3½d. Heavy Melton Cloth, 1s 11d for 12 yards. Superior Melton Cloth, 1s 11d for 12 yards. Colored Cashmeres, 1s 6d per yard. Heavy Flannel, 9½d per yard. Scarlet Flannel, 10½d per yard. Cretonnes, 5½d per yard. Tapestry Carpets, 1s 9d per yard. Lace Curtains, 3s 11d per pair. Heavy Blue Serge, 1s.: [142, 198, 267, 287]
- cable-text-1: The ordinary business of the session was proceeded with, and after some discussion the matter was referred to the committee for further consideration. A large number of settlers attended the meeting, which was presided over by the chairman, and several resolutions were carried unanimously. It was stated that the road works in the district are progressing favourably, and the contractors expect to complete their undertakings before the winter sets in. The weather during the week has been fine and seasonable, and farmers have taken advantage of it to push on with their ploughing and other operations.: [411, 1631, 538, 1798]
- empire-location: WELLINGTON.: [312, 1292, 366, 1301]
- kirkcaldie-address: LAMBTON QUAY AND ST. GEORGE'S HALL: [24, 1059, 116, 1076]
- press-association: UNITED PRESS ASSOCIATION.: [578, 275, 645, 292]
- col6-text-2: The ordinary business of the session was proceeded with, and after some discussion the matter was referred to the committee for further consideration. A large number of settlers attended the meeting, which was presided over by the chairman, and several resolutions were carried unanimously. It was stated that the road works in the district are progressing favourably, and the contractors expect to complete their undertakings before the winter sets in. The weather during the week has been fine and seasonable, and farmers have taken advantage of it to push on with their ploughing and other operations.: [685, 199, 824, 349]
- flax-text-3: The ordinary business of the session was proceeded with, and after some discussion the matter was referred to the committee for further consideration. A large number of settlers attended the meeting, which was presided over by the chairman, and several resolutions were carried unanimously. It was stated that the road works in the district are progressing favourably, and the contractors expect to complete their undertakings before the winter sets in. The weather during the week has been fine and seasonable, and farmers have taken advantage of it to push on with their ploughing and other operations.: [685, 1203, 824, 1352]
- nz-flax-heading: NEW ZEALAND FLAX.: [704, 888, 805, 898]
- nail-competition: NAIL COMPETITION.: [147, 1439, 262, 1453]
- spiller-agent: W. H. SPILLER, Sole Agent, Lambton Quay, Wellington.: [157, 1059, 253, 1077]
- powles-sub: LICENSED LAND BROKER, COMMISSION AGENT, &c.: [156, 1574, 254, 1592]
- feist-body: HAS much pleasure in announcing that by late steamers he has received a: [277, 153, 401, 179]
- autumn-drapery-heading: AUTUMN DRAPERY: [31, 50, 109, 59]
- sporting-text: The ordinary business of the session was proceeded with, and after some discussion the matter was referred to the committee for further consideration. A large number of settlers attended the meeting, which was presided over by the chairman, and several resolutions were carried unanimously. It was stated that the road works in the district are progressing favourably, and the contractors expect to complete their undertakings before the winter sets in. The weather during the week has been fine and seasonable, and farmers have taken advantage of it to push on with their ploughing and other operations.: [547, 73, 675, 240]
- pianos-text: The ordinary business of the session was proceeded with, and after some discussion the matter was referred to the committee for further consideration. A large number of settlers attended the meeting, which was presided over by the chairman, and several resolutions were carried unanimously. It was stated that the road works in the district are progressing favourably, and the contractors expect to complete their undertakings before the winter sets in. The weather during the week has been fine and seasonable, and farmers have taken advantage of it to push on with their ploughing and other operations.: [142, 869, 267, 1044]
- empire-text-2: The ordinary business of the session was proceeded with, and after some discussion the matter was referred to the committee for further consideration. A large number of settlers attended the meeting, which was presided over by the chairman, and several resolutions were carried unanimously. It was stated that the road works in the district are progressing favourably, and the contractors expect to complete their undertakings before the winter sets in. The weather during the week has been fine and seasonable, and farmers have taken advantage of it to push on with their ploughing and other operations.: [277, 1508, 401, 1683]
- dress-dept-heading: DRESS DEPARTMENT.: [19, 206, 122, 216]
- christchurch-dateline: CHRISTCHURCH, this day.: [564, 651, 658, 660]
- timaru-text: The ordinary business of the session was proceeded with, and after some discussion the matter was referred to the committee for further consideration. A large number of settlers attended the meeting, which was presided over by the chairman, and several resolutions were carried unanimously. It was stated that the road works in the district are progressing favourably, and the contractors expect to complete their undertakings before the winter sets in. The weather during the week has been fine and seasonable, and farmers have taken advantage of it to push on with their ploughing and other operations.: [547, 303, 675, 470]
- kimberley-text-7: The ordinary business of the session was proceeded with, and after some discussion the matter was referred to the committee for further consideration. A large number of settlers attended the meeting, which was presided over by the chairman, and several resolutions were carried unanimously. It was stated that the road works in the district are progressing favourably, and the contractors expect to complete their undertakings before the winter sets in. The weather during the week has been fine and seasonable, and farmers have taken advantage of it to push on with their ploughing and other operations.: [834, 862, 992, 994]
- buying-from: in buying from: [179, 1183, 230, 1192]
- copyright-line: (BY ELECTRIC TELEGRAPH—COPYRIGHT.): [421, 1586, 528, 1604]
- special-line-3: SPECIAL LINE.: [41, 1407, 99, 1417]
- kirkcaldie-firm: KIRKCALDIE AND STAINS: [20, 1047, 121, 1057]
- leahy-text: The ordinary business of the session was proceeded with, and after some discussion the matter was referred to the committee for further consideration. A large number of settlers attended the meeting, which was presided over by the chairman, and several resolutions were carried unanimously. It was stated that the road works in the district are progressing favourably, and the contractors expect to complete their undertakings before the winter sets in. The weather during the week has been fine and seasonable, and farmers have taken advantage of it to push on with their ploughing and other operations.: [277, 1093, 401, 1268]
- sporting-heading: SPORTING.: [554, 49, 669, 72]
- wood-sale: Mr F. H. Wood advertises his usual Saturday sale for May 1st in addition to the ordinary lines therein there is a large and valuable assortment of English and other timbers and a number of choice cheese.: [411, 48, 538, 109]
- column-4: [407, 47, 543, 2157]
- feist-heading: EDWIN FEIST,: [294, 49, 384, 108]
- pianos-sub: SPILLER'S WEINER QUADRUPLEX: [167, 847, 243, 867]
- dentist-info: SURGEON-DENTIST, GREY-STREET, Near Lambton Quay, Wellington. Hours from 9 a.m. to 5 p.m.: [144, 1101, 265, 1136]
- novelties-label: NOVELTIES: [8, 1452, 50, 1461]
- cash-heading: CASH.: [186, 484, 223, 498]
- land-board-text-3: The ordinary business of the session was proceeded with, and after some discussion the matter was referred to the committee for further consideration. A large number of settlers attended the meeting, which was presided over by the chairman, and several resolutions were carried unanimously. It was stated that the road works in the district are progressing favourably, and the contractors expect to complete their undertakings before the winter sets in. The weather during the week has been fine and seasonable, and farmers have taken advantage of it to push on with their ploughing and other operations.: [547, 1949, 675, 2115]
- pownall-agents: CHAS. POWNALL & CO., Mortgage Agents, Grey-street, Wellington. ESTABLISHED 1879.: [8, 1605, 133, 1632]
- pianos-heading: PIANOS.: [163, 821, 246, 844]
- second-prize: SECOND PRIZE £10.: [168, 1463, 242, 1472]
- col4-text-1: The ordinary business of the session was proceeded with, and after some discussion the matter was referred to the committee for further consideration. A large number of settlers attended the meeting, which was presided over by the chairman, and several resolutions were carried unanimously. It was stated that the road works in the district are progressing favourably, and the contractors expect to complete their undertakings before the winter sets in. The weather during the week has been fine and seasonable, and farmers have taken advantage of it to push on with their ploughing and other operations.: [411, 139, 538, 307]
- mails-heading: MAILS CLOSE IN ORDER AT POST OFFICE MASTERTON:—: [11, 1640, 130, 1660]
- c-smith-logo: C. SMITH: [152, 72, 257, 138]
- dunedin-text: The ordinary business of the session was proceeded with, and after some discussion the matter was referred to the committee for further consideration. A large number of settlers attended the meeting, which was presided over by the chairman, and several resolutions were carried unanimously. It was stated that the road works in the district are progressing favourably, and the contractors expect to complete their undertakings before the winter sets in. The weather during the week has been fine and seasonable, and farmers have taken advantage of it to push on with their ploughing and other operations.: [547, 841, 675, 1007]
- ironmonger-text: The ordinary business of the session was proceeded with, and after some discussion the matter was referred to the committee for further consideration. A large number of settlers attended the meeting, which was presided over by the chairman, and several resolutions were carried unanimously. It was stated that the road works in the district are progressing favourably, and the contractors expect to complete their undertakings before the winter sets in. The weather during the week has been fine and seasonable, and farmers have taken advantage of it to push on with their ploughing and other operations.: [142, 1259, 267, 1435]
- kimberley-text-17: The ordinary business of the session was proceeded with, and after some discussion the matter was referred to the committee for further consideration. A large number of settlers attended the meeting, which was presided over by the chairman, and several resolutions were carried unanimously. It was stated that the road works in the district are progressing favourably, and the contractors expect to complete their undertakings before the winter sets in. The weather during the week has been fine and seasonable, and farmers have taken advantage of it to push on with their ploughing and other operations.: [834, 2198, 992, 2330]
- to-the-editor: TO THE EDITOR.: [724, 389, 786, 398]
- column-1: [4, 47, 138, 1837]
- notice-heading: NOTICE.: [319, 1704, 359, 1714]
- conversation-heading: CONVERSATION MOTTO CONFECTION!: [291, 626, 387, 645]
- column-6: [681, 47, 830, 1843]
- kimberley-text-16: The ordinary business of the session was proceeded with, and after some discussion the matter was referred to the committee for further consideration. A large number of settlers attended the meeting, which was presided over by the chairman, and several resolutions were carried unanimously. It was stated that the road works in the district are progressing favourably, and the contractors expect to complete their undertakings before the winter sets in. The weather during the week has been fine and seasonable, and farmers have taken advantage of it to push on with their ploughing and other operations.: [834, 2064, 992, 2196]
- buyers-heading: BUYERS OF IRONMONGERY: [149, 1144, 261, 1154]
- received-line: (Received 30th, 1 a.m.): [434, 1612, 515, 1621]
